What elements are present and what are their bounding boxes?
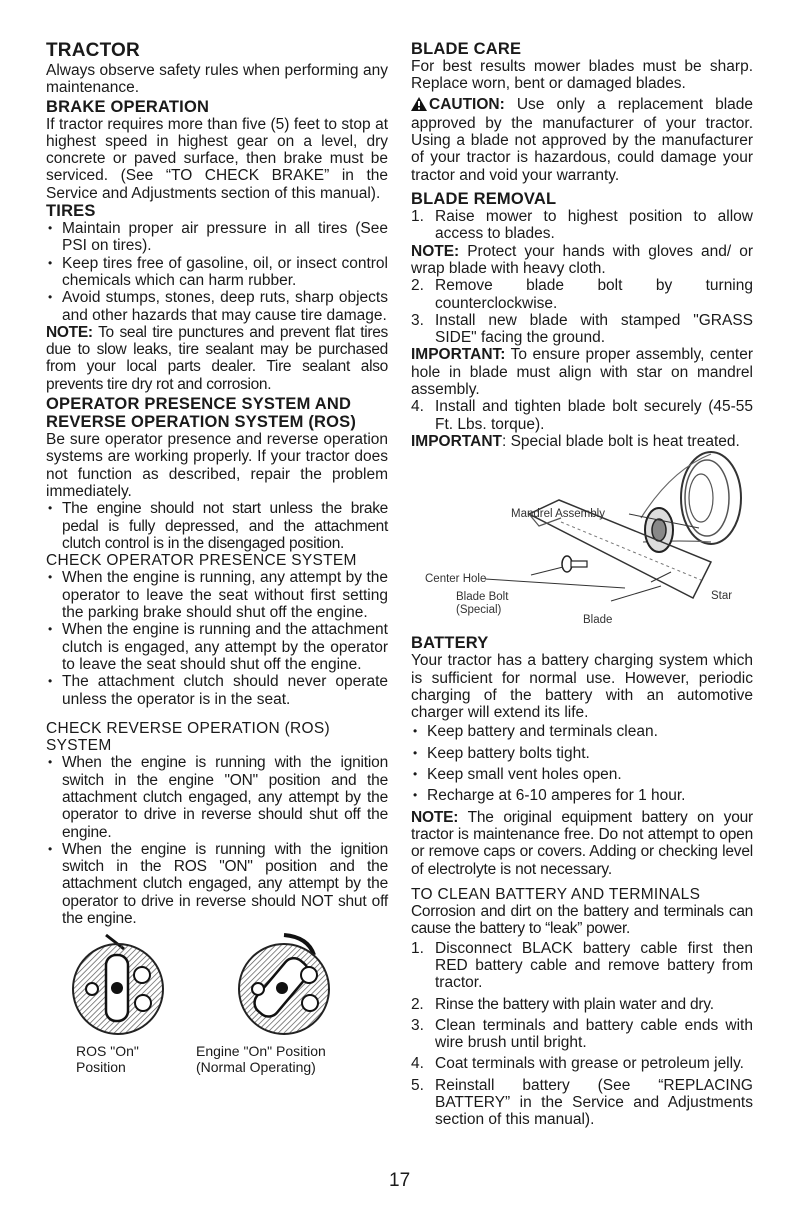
ops-heading: OPERATOR PRESENCE SYSTEM AND REVERSE OPERATION SYSTEM (ROS) xyxy=(46,395,357,432)
tires-note xyxy=(46,324,388,393)
note-text: Protect your hands with gloves and/ or wrap blade with heavy cloth. xyxy=(411,242,753,277)
caution-label: CAUTION: xyxy=(429,95,505,113)
note-label: NOTE: xyxy=(46,323,93,341)
right-column xyxy=(411,40,753,1129)
center-hole-label: Center Hole xyxy=(425,573,487,586)
blade-care-heading: BLADE CARE xyxy=(411,40,522,58)
list-item: 2. Rinse the battery with plain water and dry. xyxy=(411,996,753,1013)
blade-bolt-icon xyxy=(562,556,587,572)
battery-text: Your tractor has a battery charging system which is sufficient for normal use. However, periodic charging of the battery with an automotive charger will extend its life. xyxy=(411,652,753,722)
check-ros-heading: CHECK REVERSE OPERATION (ROS) SYSTEM xyxy=(46,719,331,755)
check-ops-list xyxy=(46,569,388,707)
blade-bolt-label: Blade Bolt xyxy=(456,591,509,604)
clean-steps xyxy=(411,940,753,1129)
list-item: • Recharge at 6-10 amperes for 1 hour. xyxy=(411,787,753,804)
blade-removal-steps-c xyxy=(411,398,753,433)
list-item: • When the engine is running with the ignition switch in the engine "ON" position and the attachment clutch engaged, any attempt by the operator to drive in reverse should shut off the engine. xyxy=(46,754,388,840)
note-text: To seal tire punctures and prevent flat tires due to slow leaks, tire sealant may be purchased from your local parts dealer. Tire sealant also prevents tire dry rot and corrosion. xyxy=(46,323,388,393)
blade-label: Blade xyxy=(583,614,613,627)
list-item: • Keep battery bolts tight. xyxy=(411,745,753,762)
blade-removal-steps-a xyxy=(411,208,753,243)
list-item: 4. Install and tighten blade bolt securely (45-55 Ft. Lbs. torque). xyxy=(411,398,753,433)
note-text: The original equipment battery on your tractor is maintenance free. Do not attempt to open or remove caps or covers. Adding or checking level of electrolyte is not necessary. xyxy=(411,808,753,878)
list-item: 1. Disconnect BLACK battery cable first then RED battery cable and remove battery from tractor. xyxy=(411,940,753,992)
list-item: • Avoid stumps, stones, deep ruts, sharp objects and other hazards that may cause tire damage. xyxy=(46,289,388,324)
clean-heading: TO CLEAN BATTERY AND TERMINALS xyxy=(411,885,701,903)
note-label: NOTE: xyxy=(411,242,460,260)
blade-removal-steps-b xyxy=(411,277,753,346)
mandrel-assembly-icon xyxy=(641,452,741,552)
important-label: IMPORTANT: xyxy=(411,346,506,364)
list-item: • Keep tires free of gasoline, oil, or insect control chemicals which can harm rubber. xyxy=(46,255,388,290)
blade-assembly-figure xyxy=(411,430,753,627)
engine-knob-icon xyxy=(239,935,329,1034)
blade-note xyxy=(411,243,753,278)
ros-caption-line2: Position xyxy=(76,1059,126,1076)
blade-care-text: For best results mower blades must be sharp. Replace worn, bent or damaged blades. xyxy=(411,58,753,93)
brake-text: If tractor requires more than five (5) feet to stop at highest speed in highest gear on a level, dry concrete or paved surface, then brake must be serviced. (See “TO CHECK BRAKE” in the Service and Adjustments section of this manual). xyxy=(46,115,388,202)
engine-caption-line2: (Normal Operating) xyxy=(196,1059,316,1076)
tractor-text: Always observe safety rules when performing any maintenance. xyxy=(46,62,388,97)
important-1 xyxy=(411,346,753,398)
blade-bolt-special-label: (Special) xyxy=(456,604,502,617)
list-item: 4. Coat terminals with grease or petroleum jelly. xyxy=(411,1055,753,1072)
important-label: IMPORTANT xyxy=(411,432,502,450)
list-item: • Keep small vent holes open. xyxy=(411,766,753,783)
list-item: • When the engine is running, any attempt by the operator to leave the seat without first setting the parking brake should shut off the engine. xyxy=(46,569,388,621)
star-label: Star xyxy=(711,590,733,603)
caution-text: Use only a replacement blade approved by the manufacturer of your tractor. Using a blade not approved by the manufacturer of your tractor is hazardous, could damage your tractor and void your warranty. xyxy=(411,95,753,184)
tires-heading: TIRES xyxy=(46,202,96,221)
check-ros-list xyxy=(46,754,388,927)
battery-list xyxy=(411,723,753,804)
list-item: • Maintain proper air pressure in all tires (See PSI on tires). xyxy=(46,220,388,255)
brake-heading: BRAKE OPERATION xyxy=(46,97,210,116)
list-item: 1. Raise mower to highest position to allow access to blades. xyxy=(411,208,753,243)
note-label: NOTE: xyxy=(411,808,459,826)
ops-text: Be sure operator presence and reverse operation systems are working properly. If your tractor does not function as described, repair the problem immediately. xyxy=(46,431,388,500)
mandrel-assembly-label: Mandrel Assembly xyxy=(511,508,605,521)
ros-knob-icon xyxy=(73,935,163,1034)
important-text: : Special blade bolt is heat treated. xyxy=(501,432,740,450)
tractor-heading: TRACTOR xyxy=(46,40,140,61)
list-item: • When the engine is running and the attachment clutch is engaged, any attempt by the operator to leave the seat should shut off the engine. xyxy=(46,621,388,673)
caution-paragraph xyxy=(411,96,753,184)
tires-list xyxy=(46,220,388,324)
battery-heading: BATTERY xyxy=(411,634,489,653)
ros-caption-line1: ROS "On" xyxy=(76,1043,139,1060)
page-number: 17 xyxy=(389,1170,411,1191)
ignition-knob-figure xyxy=(46,931,388,1081)
list-item: • The engine should not start unless the brake pedal is fully depressed, and the attachment clutch control is in the disengaged position. xyxy=(46,500,388,552)
warning-triangle-icon xyxy=(411,97,427,115)
blade-removal-heading: BLADE REMOVAL xyxy=(411,190,557,209)
clean-text: Corrosion and dirt on the battery and terminals can cause the battery to “leak” power. xyxy=(411,903,753,938)
list-item: 3. Install new blade with stamped "GRASS SIDE" facing the ground. xyxy=(411,312,753,347)
ignition-knobs-illustration xyxy=(46,931,388,1041)
engine-caption-line1: Engine "On" Position xyxy=(196,1043,326,1060)
important-text: To ensure proper assembly, center hole in blade must align with star on mandrel assembly. xyxy=(411,346,753,399)
left-column xyxy=(46,40,388,1081)
list-item: • Keep battery and terminals clean. xyxy=(411,723,753,740)
check-ops-heading: CHECK OPERATOR PRESENCE SYSTEM xyxy=(46,552,357,570)
list-item: 2. Remove blade bolt by turning counterclockwise. xyxy=(411,277,753,312)
ops-list xyxy=(46,500,388,552)
list-item: • When the engine is running with the ignition switch in the ROS "ON" position and the attachment clutch engaged, any attempt by the operator to drive in reverse should NOT shut off the engine. xyxy=(46,841,388,927)
battery-note xyxy=(411,809,753,878)
list-item: 3. Clean terminals and battery cable ends with wire brush until bright. xyxy=(411,1017,753,1052)
list-item: • The attachment clutch should never operate unless the operator is in the seat. xyxy=(46,673,388,708)
list-item: 5. Reinstall battery (See “REPLACING BATTERY” in the Service and Adjustments section of this manual). xyxy=(411,1077,753,1129)
